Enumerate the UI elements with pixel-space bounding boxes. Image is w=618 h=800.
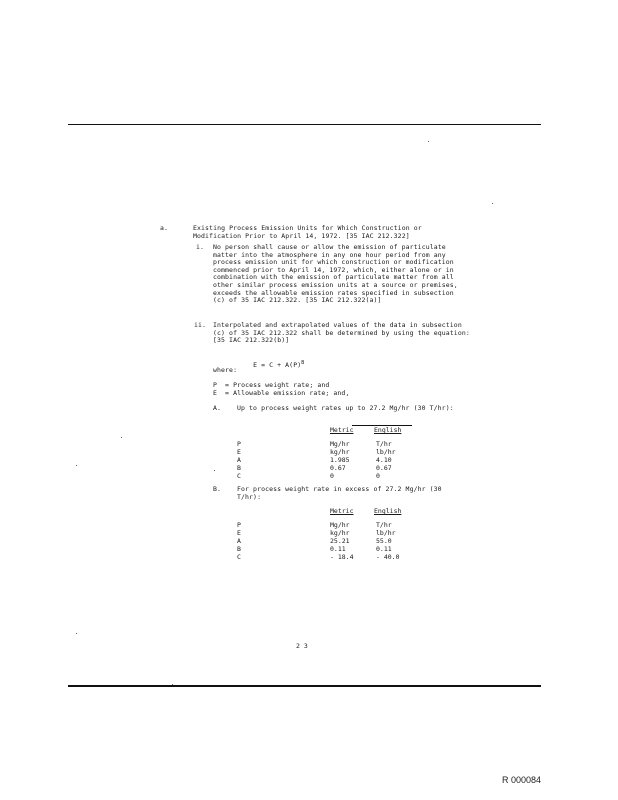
row-english: 0.11	[376, 545, 392, 553]
table-header-metric: Metric	[330, 426, 354, 434]
row-english: T/hr	[376, 521, 392, 529]
bates-number: R 000084	[502, 775, 542, 785]
subsection-text-a: Up to process weight rates up to 27.2 Mg/hr (30 T/hr):	[237, 404, 454, 412]
table-row	[237, 464, 457, 472]
section-marker: a.	[160, 224, 169, 232]
row-metric: 1.985	[330, 456, 350, 464]
subsection-marker-b: B.	[213, 485, 222, 493]
table-row	[237, 537, 457, 545]
scan-speck	[76, 465, 77, 466]
row-variable: A	[237, 456, 241, 464]
item-text-ii: Interpolated and extrapolated values of the data in subsection (c) of 35 IAC 212.322 shall be determined by using the equation: [35 IAC 212.322(b)]	[213, 321, 470, 345]
row-english: - 40.0	[376, 553, 400, 561]
table-header-english: English	[374, 507, 402, 515]
table-row	[237, 545, 457, 553]
row-metric: 0.11	[330, 545, 346, 553]
row-metric: Mg/hr	[330, 440, 350, 448]
row-variable: P	[237, 440, 241, 448]
bottom-rule	[68, 685, 541, 687]
table-row	[237, 448, 457, 456]
definition-e: E = Allowable emission rate; and,	[213, 389, 350, 397]
row-variable: E	[237, 448, 241, 456]
header-overline	[352, 425, 412, 426]
row-variable: P	[237, 521, 241, 529]
table-row	[237, 521, 457, 529]
table-row	[237, 553, 457, 561]
table-header-metric: Metric	[330, 507, 354, 515]
row-english: 55.0	[376, 537, 392, 545]
subsection-text-b: For process weight rate in excess of 27.2 Mg/hr (30 T/hr):	[237, 485, 442, 501]
row-variable: C	[237, 553, 241, 561]
row-metric: 0	[330, 472, 334, 480]
row-metric: - 18.4	[330, 553, 354, 561]
row-metric: kg/hr	[330, 448, 350, 456]
row-variable: A	[237, 537, 241, 545]
item-marker-ii: ii.	[194, 321, 207, 329]
equation	[237, 352, 304, 377]
row-metric: kg/hr	[330, 529, 350, 537]
table-row	[237, 472, 457, 480]
row-english: 0	[376, 472, 380, 480]
row-variable: C	[237, 472, 241, 480]
row-variable: B	[237, 545, 241, 553]
row-metric: 0.67	[330, 464, 346, 472]
section-heading: Existing Process Emission Units for Which Construction or Modification Prior to April 14, 1972. [35 IAC 212.322]	[193, 224, 422, 240]
scan-speck	[492, 203, 493, 204]
table-row	[237, 529, 457, 537]
scan-speck	[121, 437, 122, 438]
row-english: lb/hr	[376, 529, 396, 537]
row-metric: 25.21	[330, 537, 350, 545]
item-text-i: No person shall cause or allow the emission of particulate matter into the atmosphere in any one hour period from any process emission unit for which construction or modification commenced prior to April 14, 1972, which, either alone or in combination with the emission of particulate matter from all other similar process emission units at a source or premises, exceeds the allowable emission rates specified in subsection (c) of 35 IAC 212.322. [35 IAC 212.322(a)]	[213, 243, 458, 305]
row-english: 4.10	[376, 456, 392, 464]
definition-p: P = Process weight rate; and	[213, 381, 330, 389]
subsection-marker-a: A.	[213, 404, 222, 412]
table-header-english: English	[374, 426, 402, 434]
scan-speck	[76, 633, 77, 634]
page-number: 2 3	[296, 642, 308, 650]
equation-body: E = C + A(P)	[253, 360, 302, 369]
top-rule	[68, 124, 541, 125]
where-label: where:	[213, 366, 238, 374]
scan-speck	[214, 470, 215, 471]
scan-speck	[428, 141, 429, 142]
table-row	[237, 440, 457, 448]
row-english: T/hr	[376, 440, 392, 448]
item-marker-i: i.	[196, 243, 205, 251]
row-english: lb/hr	[376, 448, 396, 456]
table-row	[237, 456, 457, 464]
equation-exponent: B	[301, 359, 305, 366]
row-variable: B	[237, 464, 241, 472]
row-variable: E	[237, 529, 241, 537]
row-english: 0.67	[376, 464, 392, 472]
row-metric: Mg/hr	[330, 521, 350, 529]
